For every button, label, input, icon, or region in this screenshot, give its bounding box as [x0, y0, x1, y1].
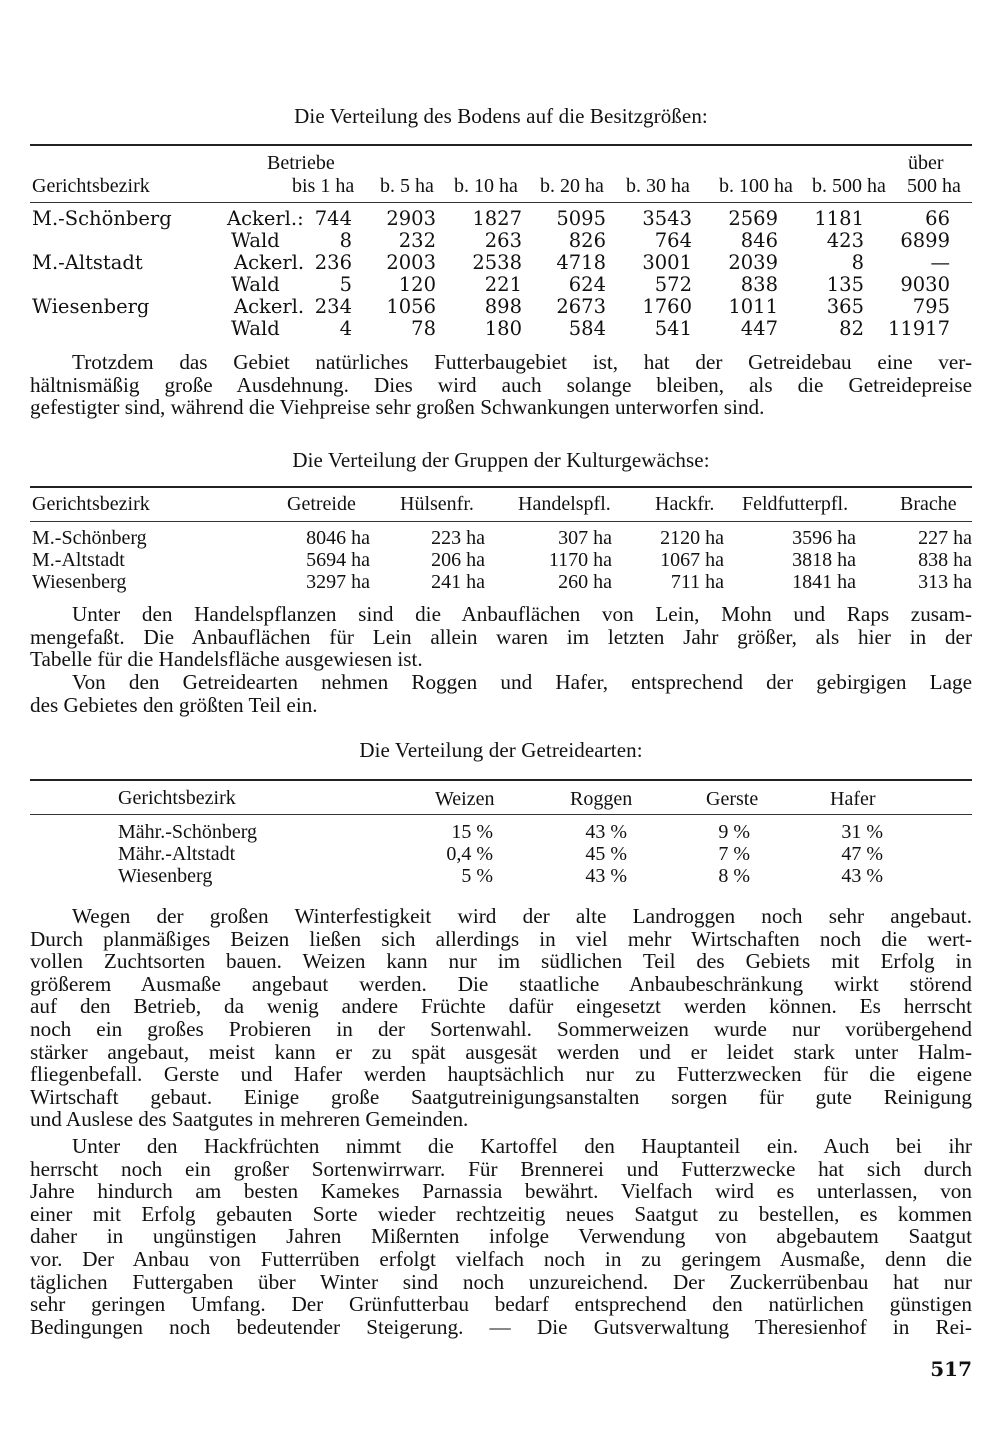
value-cell: 2538 [472, 251, 522, 274]
text-line: Tabelle für die Handelsfläche ausgewiesen ist. [30, 647, 423, 672]
table1-col-header: b. 20 ha [540, 175, 604, 197]
text-line: Wirtschaft gebaut. Einige große Saatgutreinigungsanstalten sorgen für gute Reinigung [30, 1084, 972, 1109]
value-cell: 31 % [841, 821, 883, 843]
text-line: Trotzdem das Gebiet natürliches Futterbaugebiet ist, hat der Getreidebau eine ver- [72, 350, 972, 374]
table3-col-header: Hafer [830, 788, 876, 810]
value-cell: 624 [568, 273, 606, 296]
table2-header-rule [30, 521, 972, 522]
table3-top-rule [30, 779, 972, 781]
table2-col-header: Gerichtsbezirk [32, 493, 150, 515]
table1-over-label: über [908, 152, 944, 174]
paragraph-5 [30, 1135, 972, 1338]
table1-group-label: Betriebe [267, 152, 335, 174]
table1-col-header: b. 500 ha [812, 175, 886, 197]
value-cell: 2039 [728, 251, 778, 274]
table3-col-header: Gerichtsbezirk [118, 787, 236, 809]
text-line: Unter den Hackfrüchten nimmt die Kartoffel den Hauptanteil ein. Auch bei ihr [72, 1134, 972, 1158]
land-type-cell: Ackerl. [234, 251, 305, 274]
table2-col-header: Getreide [287, 493, 356, 515]
value-cell: 221 [484, 273, 522, 296]
table1-caption: Die Verteilung des Bodens auf die Besitzgrößen: [294, 104, 708, 128]
table1-district-header: Gerichtsbezirk [32, 175, 150, 197]
text-line: Wegen der großen Winterfestigkeit wird der alte Landroggen noch sehr angebaut. [72, 904, 972, 928]
value-cell: 9030 [900, 273, 950, 296]
table2-top-rule [30, 486, 972, 488]
value-cell: 1011 [728, 295, 778, 318]
text-line: täglichen Futtergaben über Winter sind noch unzureichend. Der Zuckerrübenbau hat nur [30, 1269, 972, 1294]
value-cell: 2569 [728, 207, 778, 230]
table2-col-header: Hackfr. [655, 493, 715, 515]
value-cell: 8 % [718, 865, 750, 887]
land-type-cell: Ackerl. [234, 295, 305, 318]
text-line: Durch planmäßiges Beizen ließen sich allerdings in viel mehr Wirtschaften noch die wert- [30, 926, 972, 951]
value-cell: 1181 [814, 207, 864, 230]
district-cell: M.-Schönberg [32, 207, 172, 230]
value-cell: 2003 [386, 251, 436, 274]
value-cell: 232 [398, 229, 436, 252]
text-line: hältnismäßig große Ausdehnung. Dies wird auch solange bleiben, als die Getreidepreise [30, 372, 972, 397]
value-cell: 8 [339, 229, 352, 252]
value-cell: 838 ha [918, 549, 972, 571]
value-cell: 711 ha [670, 571, 724, 593]
value-cell: 826 [568, 229, 606, 252]
value-cell: 66 [925, 207, 950, 230]
text-line: herrscht noch ein großer Sortenwirrwarr. Für Brennerei und Futterzwecke hat sich durch [30, 1156, 972, 1181]
district-cell: M.-Altstadt [32, 251, 143, 274]
value-cell: 9 % [718, 821, 750, 843]
table1-col-header: b. 100 ha [719, 175, 793, 197]
value-cell: 313 ha [918, 571, 972, 593]
table3-header-rule [30, 814, 972, 815]
value-cell: 838 [740, 273, 778, 296]
text-line: sehr geringen Umfang. Der Grünfutterbau bedarf entsprechend den natürlichen günstigen [30, 1292, 972, 1317]
table1-header-rule [30, 202, 972, 203]
value-cell: 120 [398, 273, 436, 296]
table1-col-header: b. 5 ha [380, 175, 434, 197]
table2-caption: Die Verteilung der Gruppen der Kulturgewächse: [292, 448, 710, 472]
land-type-cell: Wald [231, 273, 280, 296]
table1-col-header: b. 30 ha [626, 175, 690, 197]
value-cell: 5694 ha [306, 549, 370, 571]
value-cell: 260 ha [558, 571, 612, 593]
value-cell: 15 % [451, 821, 493, 843]
value-cell: 898 [484, 295, 522, 318]
text-line: Jahre hindurch am besten Kamekes Parnassia bewährt. Vielfach wird es unterlassen, von [30, 1179, 972, 1204]
value-cell: 541 [654, 317, 692, 340]
value-cell: 8 [851, 251, 864, 274]
value-cell: 5095 [556, 207, 606, 230]
value-cell: 3596 ha [792, 527, 856, 549]
value-cell: 6899 [900, 229, 950, 252]
value-cell: 43 % [585, 865, 627, 887]
land-type-cell: Wald [231, 317, 280, 340]
value-cell: 365 [826, 295, 864, 318]
text-line: fliegenbefall. Gerste und Hafer werden hauptsächlich nur zu Futterzwecken für die eigene [30, 1062, 972, 1087]
district-cell: Wiesenberg [32, 295, 150, 318]
value-cell: 764 [654, 229, 692, 252]
text-line: größerem Ausmaße angebaut werden. Die staatliche Anbaubeschränkung wirkt störend [30, 971, 972, 996]
table1-col-header: 500 ha [907, 175, 961, 197]
text-line: auf den Betrieb, da wenig andere Früchte dafür eingesetzt werden können. Es herrscht [30, 994, 972, 1019]
value-cell: 447 [740, 317, 778, 340]
value-cell: 1841 ha [792, 571, 856, 593]
paragraph-4 [30, 905, 972, 1131]
value-cell: 82 [839, 317, 864, 340]
value-cell: 45 % [585, 843, 627, 865]
value-cell: 11917 [887, 317, 950, 340]
text-line: vollen Zuchtsorten bauen. Weizen kann nur im südlichen Teil des Gebiets mit Erfolg in [30, 949, 972, 974]
value-cell: 227 ha [918, 527, 972, 549]
value-cell: 1760 [642, 295, 692, 318]
value-cell: 43 % [841, 865, 883, 887]
value-cell: 846 [740, 229, 778, 252]
value-cell: 4 [339, 317, 352, 340]
value-cell: 43 % [585, 821, 627, 843]
value-cell: 234 [314, 295, 352, 318]
value-cell: 241 ha [431, 571, 485, 593]
page-number: 517 [930, 1357, 972, 1381]
value-cell: 2673 [556, 295, 606, 318]
table3-col-header: Weizen [435, 788, 495, 810]
table2-col-header: Hülsenfr. [400, 493, 474, 515]
table2-col-header: Feldfutterpfl. [742, 493, 849, 515]
value-cell: 1056 [386, 295, 436, 318]
value-cell: 1170 ha [548, 549, 612, 571]
table1-col-header: b. 10 ha [454, 175, 518, 197]
value-cell: 236 [314, 251, 352, 274]
value-cell: 3543 [642, 207, 692, 230]
table1-col-header: bis 1 ha [292, 175, 355, 197]
value-cell: 1067 ha [660, 549, 724, 571]
table3-col-header: Roggen [570, 788, 633, 810]
text-line: Unter den Handelspflanzen sind die Anbauflächen von Lein, Mohn und Raps zusam- [72, 602, 972, 626]
value-cell: 7 % [718, 843, 750, 865]
text-line: noch ein großes Probieren in der Sortenwahl. Sommerweizen wurde nur vorübergehend [30, 1016, 972, 1041]
value-cell: 3818 ha [792, 549, 856, 571]
value-cell: 180 [484, 317, 522, 340]
value-cell: 135 [826, 273, 864, 296]
value-cell: 263 [484, 229, 522, 252]
value-cell: 584 [568, 317, 606, 340]
text-line: Bedingungen noch bedeutender Steigerung. — Die Gutsverwaltung Theresienhof in Rei- [30, 1314, 972, 1339]
text-line: einer mit Erfolg gebauten Sorte wieder rechtzeitig neues Saatgut zu bestellen, es kommen [30, 1201, 972, 1226]
value-cell: 8046 ha [306, 527, 370, 549]
text-line: und Auslese des Saatgutes in mehreren Gemeinden. [30, 1107, 469, 1132]
table3-col-header: Gerste [706, 788, 759, 810]
value-cell: 47 % [841, 843, 883, 865]
table3-caption: Die Verteilung der Getreidearten: [359, 738, 643, 762]
value-cell: 3001 [642, 251, 692, 274]
paragraph-3 [30, 671, 972, 716]
value-cell: 223 ha [431, 527, 485, 549]
paragraph-2 [30, 603, 972, 671]
value-cell: 423 [826, 229, 864, 252]
text-line: vor. Der Anbau von Futterrüben erfolgt vielfach noch in zu geringem Ausmaße, denn die [30, 1246, 972, 1271]
value-cell: 4718 [556, 251, 606, 274]
table2-col-header: Handelspfl. [518, 493, 611, 515]
value-cell: 572 [654, 273, 692, 296]
value-cell: — [930, 251, 950, 274]
value-cell: 2903 [386, 207, 436, 230]
value-cell: 206 ha [431, 549, 485, 571]
value-cell: 2120 ha [660, 527, 724, 549]
table1-top-rule [30, 144, 972, 146]
paragraph-1 [30, 351, 972, 419]
text-line: des Gebietes den größten Teil ein. [30, 692, 318, 717]
value-cell: 0,4 % [446, 843, 493, 865]
district-cell: Wiesenberg [32, 571, 127, 593]
district-cell: M.-Altstadt [32, 549, 125, 571]
land-type-cell: Wald [231, 229, 280, 252]
value-cell: 744 [314, 207, 352, 230]
text-line: Von den Getreidearten nehmen Roggen und Hafer, entsprechend der gebirgigen Lage [72, 670, 972, 694]
district-cell: Mähr.-Schönberg [118, 821, 258, 843]
value-cell: 78 [411, 317, 436, 340]
district-cell: Mähr.-Altstadt [118, 843, 236, 865]
text-line: stärker angebaut, meist kann er zu spät ausgesät werden und er leidet stark unter Halm- [30, 1039, 972, 1064]
value-cell: 795 [912, 295, 950, 318]
value-cell: 307 ha [558, 527, 612, 549]
text-line: mengefaßt. Die Anbauflächen für Lein allein waren im letzten Jahr größer, als hier in der [30, 624, 972, 649]
text-line: daher in ungünstigen Jahren Mißernten infolge Verwendung von abgebautem Saatgut [30, 1224, 972, 1249]
value-cell: 1827 [472, 207, 522, 230]
land-type-cell: Ackerl.: [227, 207, 304, 230]
district-cell: Wiesenberg [118, 865, 213, 887]
value-cell: 5 [339, 273, 352, 296]
text-line: gefestigter sind, während die Viehpreise sehr großen Schwankungen unterworfen sind. [30, 395, 765, 420]
district-cell: M.-Schönberg [32, 527, 147, 549]
value-cell: 5 % [461, 865, 493, 887]
value-cell: 3297 ha [306, 571, 370, 593]
table2-col-header: Brache [900, 493, 957, 515]
